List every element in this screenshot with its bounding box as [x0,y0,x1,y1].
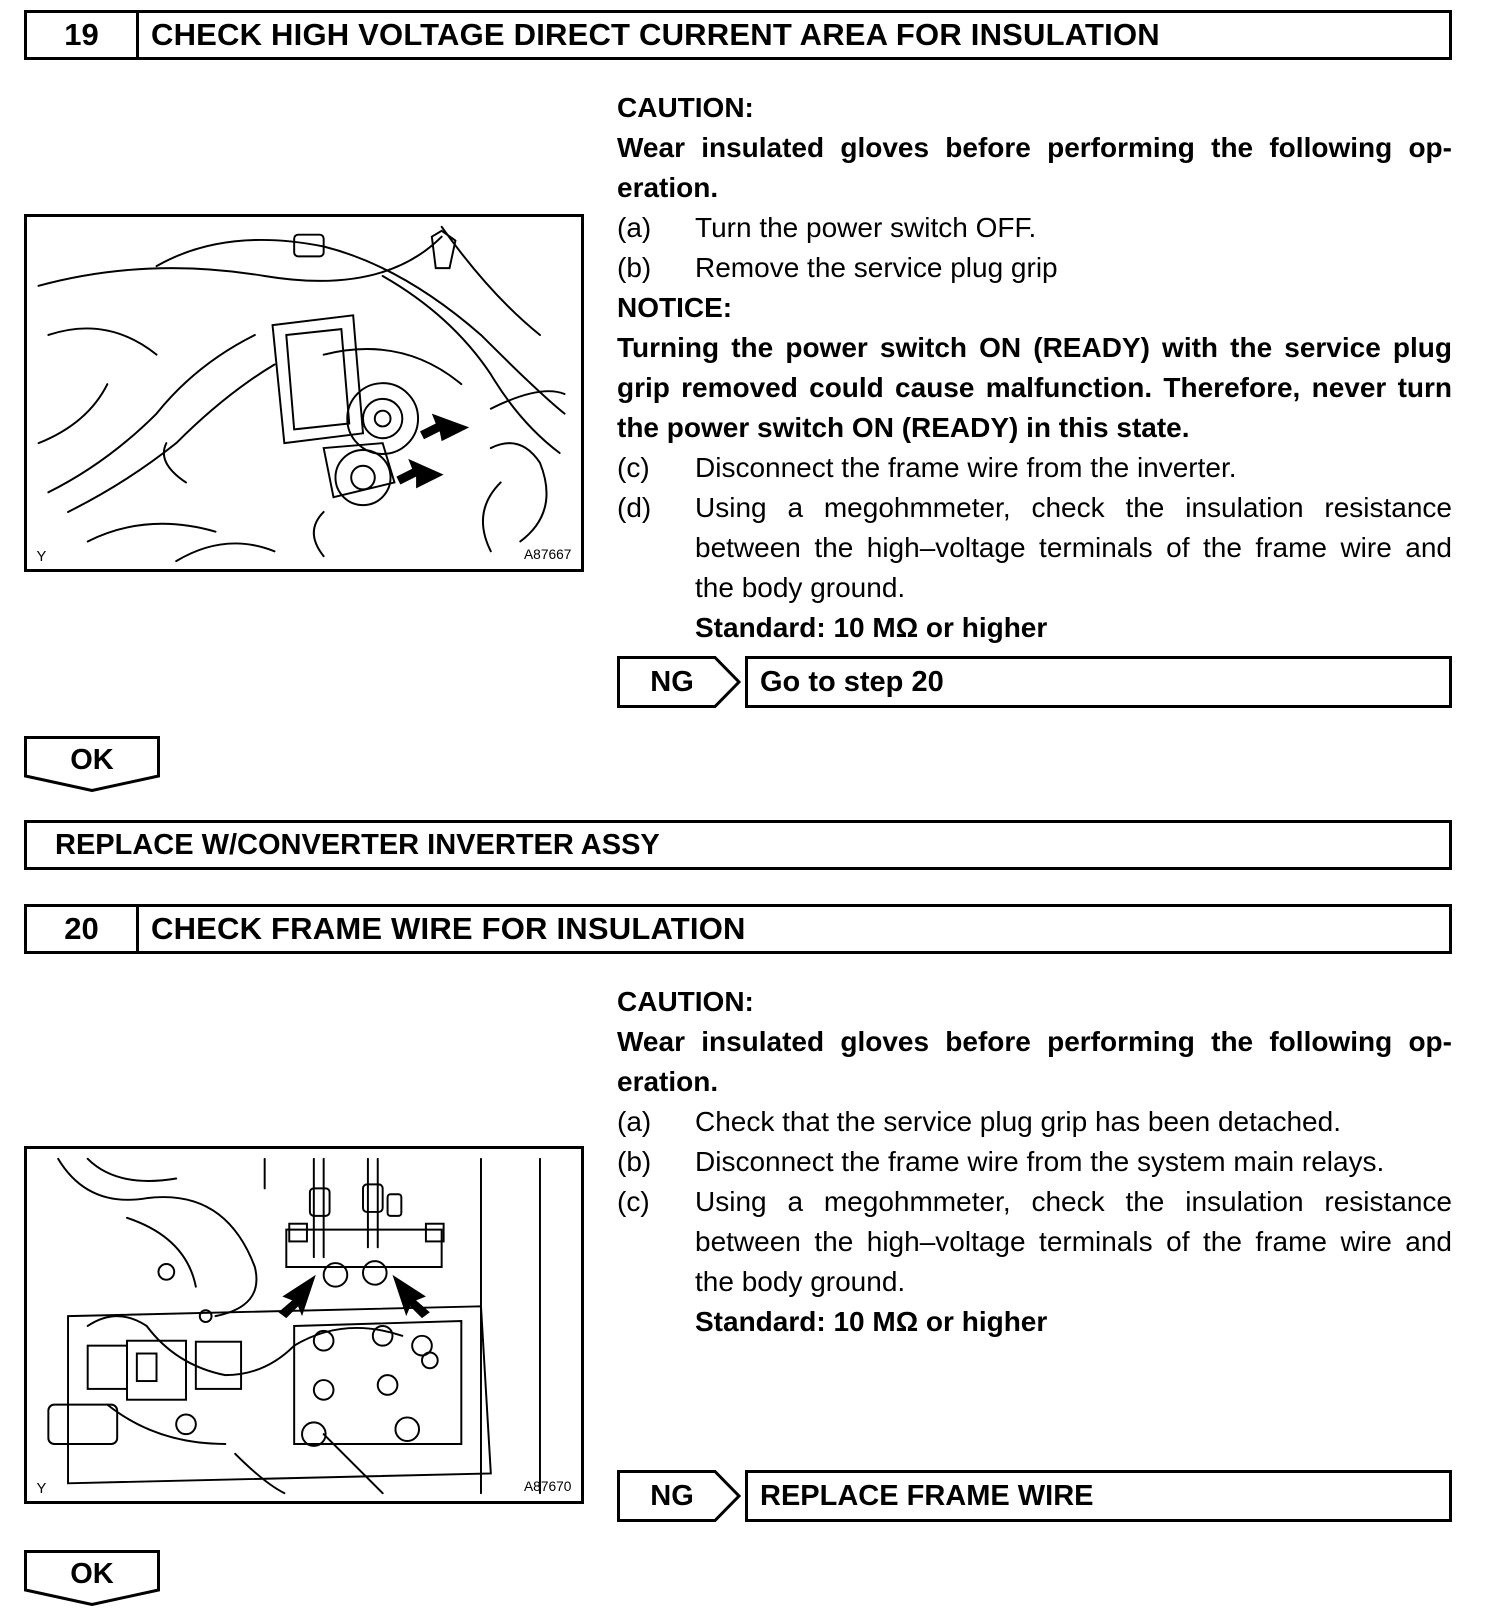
list-item [617,248,1452,288]
list-item [617,1182,1452,1302]
step-number: 19 [27,13,139,57]
step-20-instructions [617,982,1452,1342]
standard-value: Standard: 10 MΩ or higher [695,1306,1048,1337]
item-text: Disconnect the frame wire from the system main relays. [695,1146,1385,1177]
item-label: (d) [617,492,652,523]
step-number: 20 [27,907,139,951]
item-label: (c) [617,452,650,483]
item-label: (b) [617,1146,652,1177]
figure-id: A87670 [524,1479,572,1495]
item-text: Using a megohmmeter, check the insulation resistance between the high–voltage terminals of the frame wire and the body ground. [695,1186,1452,1297]
step-19-ng-branch [617,656,1452,708]
connector-drawing [27,217,581,569]
list-item [617,1142,1452,1182]
ng-tag [617,656,741,708]
step-20-illustration [24,1146,584,1504]
caution-text: Wear insulated gloves before performing the following op- eration. [617,1026,1452,1097]
caution-text: Wear insulated gloves before performing the following op- eration. [617,132,1452,203]
step-title: CHECK FRAME WIRE FOR INSULATION [151,911,746,946]
figure-id: A87667 [524,547,572,563]
caution-heading: CAUTION: [617,986,754,1017]
list-item [617,208,1452,248]
relay-drawing [27,1149,581,1501]
ng-label: NG [650,1479,694,1512]
ng-action-box: REPLACE FRAME WIRE [745,1470,1452,1522]
step-19-illustration [24,214,584,572]
item-text: Remove the service plug grip [695,252,1058,283]
notice-heading: NOTICE: [617,292,733,323]
step-20-ok-tag [24,1550,160,1606]
item-label: (c) [617,1186,650,1217]
list-item [617,448,1452,488]
item-text: Check that the service plug grip has been detached. [695,1106,1341,1137]
standard-value: Standard: 10 MΩ or higher [695,612,1048,643]
item-text: Turn the power switch OFF. [695,212,1037,243]
step-20-ng-branch [617,1470,1452,1522]
caution-heading: CAUTION: [617,92,754,123]
ok-label: OK [70,743,114,776]
step-19-instructions [617,88,1452,648]
ng-label: NG [650,665,694,698]
ok-label: OK [70,1557,114,1590]
item-text: Using a megohmmeter, check the insulation resistance between the high–voltage terminals of the frame wire and the body ground. [695,492,1452,603]
notice-text: Turning the power switch ON (READY) with the service plug grip removed could cause malfunction. Therefore, never turn the power switch ON (READY) in this state. [617,332,1452,443]
item-label: (a) [617,1106,652,1137]
list-item [617,488,1452,608]
item-text: Disconnect the frame wire from the inverter. [695,452,1237,483]
ng-action-box: Go to step 20 [745,656,1452,708]
item-label: (a) [617,212,652,243]
replace-inverter-box: REPLACE W/CONVERTER INVERTER ASSY [24,820,1452,870]
list-item [617,1102,1452,1142]
figure-corner-label: Y [36,549,47,566]
figure-corner-label: Y [36,1481,47,1498]
item-label: (b) [617,252,652,283]
pointer-arrows [278,1275,429,1318]
step-19-ok-tag [24,736,160,792]
pointer-arrows [396,414,469,489]
step-20-header [24,904,1452,954]
ng-tag [617,1470,741,1522]
step-title: CHECK HIGH VOLTAGE DIRECT CURRENT AREA FOR INSULATION [151,17,1160,52]
step-19-header [24,10,1452,60]
